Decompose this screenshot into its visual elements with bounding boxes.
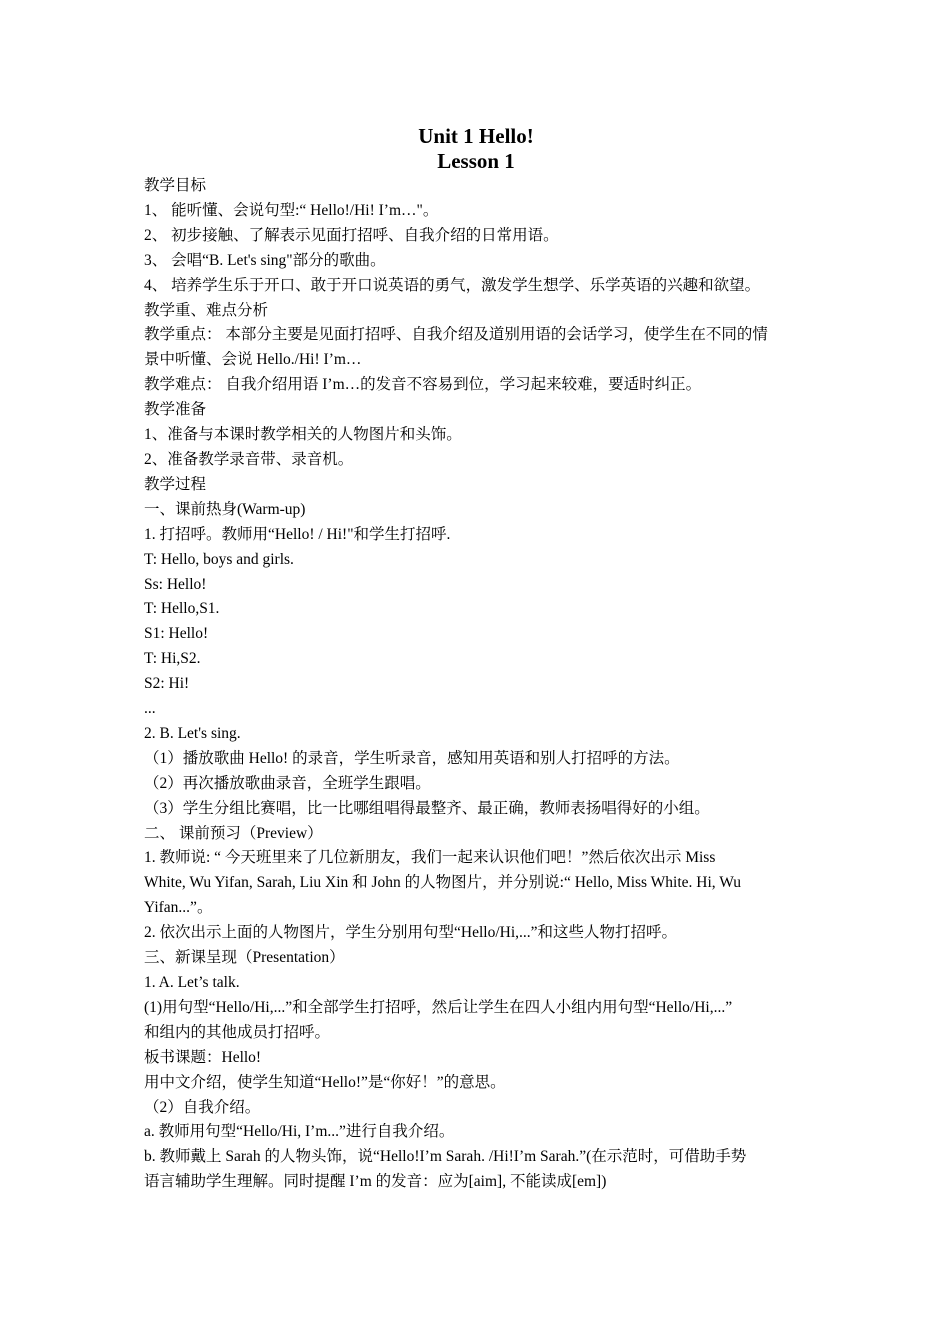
text-line: 景中听懂、会说 Hello./Hi! I’m… (144, 351, 362, 369)
section-heading-key-points: 教学重、难点分析 (144, 301, 269, 319)
text-line: 用中文介绍，使学生知道“Hello!”是“你好！”的意思。 (144, 1073, 506, 1091)
text-line: 2、 初步接触、了解表示见面打招呼、自我介绍的日常用语。 (144, 226, 559, 244)
text-line: （2）再次播放歌曲录音，全班学生跟唱。 (144, 774, 431, 792)
text-line: 和组内的其他成员打招呼。 (144, 1023, 331, 1041)
text-line: 三、新课呈现（Presentation） (144, 949, 345, 967)
text-line: 1. A. Let’s talk. (144, 974, 240, 991)
document-subtitle: Lesson 1 (437, 149, 515, 173)
text-line: 3、 会唱“B. Let's sing"部分的歌曲。 (144, 251, 386, 269)
text-line: Yifan...”。 (144, 899, 213, 917)
text-line: 板书课题：Hello! (144, 1048, 262, 1066)
dialogue-line: T: Hi,S2. (144, 650, 201, 668)
text-line: b. 教师戴上 Sarah 的人物头饰，说“Hello!I’m Sarah. /Hi!I’m Sarah.”(在示范时，可借助手势 (144, 1148, 747, 1166)
document-body (144, 174, 808, 1195)
text-line: 语言辅助学生理解。同时提醒 I’m 的发音：应为[aim], 不能读成[em]) (144, 1173, 607, 1191)
section-heading-objectives: 教学目标 (144, 177, 207, 194)
dialogue-line: T: Hello,S1. (144, 600, 220, 618)
dialogue-line: S1: Hello! (144, 625, 209, 643)
document-title: Unit 1 Hello! (418, 124, 534, 148)
text-line: （1）播放歌曲 Hello! 的录音，学生听录音，感知用英语和别人打招呼的方法。 (144, 749, 680, 767)
text-line: 一、课前热身(Warm-up) (144, 500, 306, 518)
text-line: 1. 教师说: “ 今天班里来了几位新朋友，我们一起来认识他们吧！”然后依次出示 Miss (144, 849, 716, 867)
dialogue-line: S2: Hi! (144, 675, 190, 693)
section-heading-process: 教学过程 (144, 475, 207, 493)
text-line: 2. B. Let's sing. (144, 724, 241, 742)
title-block (144, 124, 808, 174)
text-line: 2. 依次出示上面的人物图片，学生分别用句型“Hello/Hi,...”和这些人物打招呼。 (144, 924, 678, 942)
text-line: 二、 课前预习（Preview） (144, 824, 323, 842)
text-line: 4、 培养学生乐于开口、敢于开口说英语的勇气，激发学生想学、乐学英语的兴趣和欲望。 (144, 276, 761, 294)
text-line: 2、准备教学录音带、录音机。 (144, 450, 354, 468)
text-line: ... (144, 700, 156, 718)
dialogue-line: T: Hello, boys and girls. (144, 550, 294, 568)
text-line: 教学难点： 自我介绍用语 I’m…的发音不容易到位，学习起来较难，要适时纠正。 (144, 376, 702, 394)
document-page (144, 124, 808, 1195)
dialogue-line: Ss: Hello! (144, 575, 207, 593)
section-heading-preparation: 教学准备 (144, 401, 207, 419)
text-line: White, Wu Yifan, Sarah, Liu Xin 和 John 的人物图片，并分别说:“ Hello, Miss White. Hi, Wu (144, 874, 742, 892)
text-line: 教学重点： 本部分主要是见面打招呼、自我介绍及道别用语的会话学习，使学生在不同的情 (144, 326, 768, 344)
text-line: a. 教师用句型“Hello/Hi, I’m...”进行自我介绍。 (144, 1123, 455, 1141)
text-line: (1)用句型“Hello/Hi,...”和全部学生打招呼，然后让学生在四人小组内用句型“Hello/Hi,...” (144, 998, 733, 1016)
text-line: 1. 打招呼。教师用“Hello! / Hi!"和学生打招呼. (144, 525, 451, 543)
text-line: （3）学生分组比赛唱，比一比哪组唱得最整齐、最正确，教师表扬唱得好的小组。 (144, 799, 710, 817)
text-line: （2）自我介绍。 (144, 1098, 261, 1116)
text-line: 1、 能听懂、会说句型:“ Hello!/Hi! I’m…"。 (144, 201, 439, 219)
text-line: 1、准备与本课时教学相关的人物图片和头饰。 (144, 426, 462, 444)
